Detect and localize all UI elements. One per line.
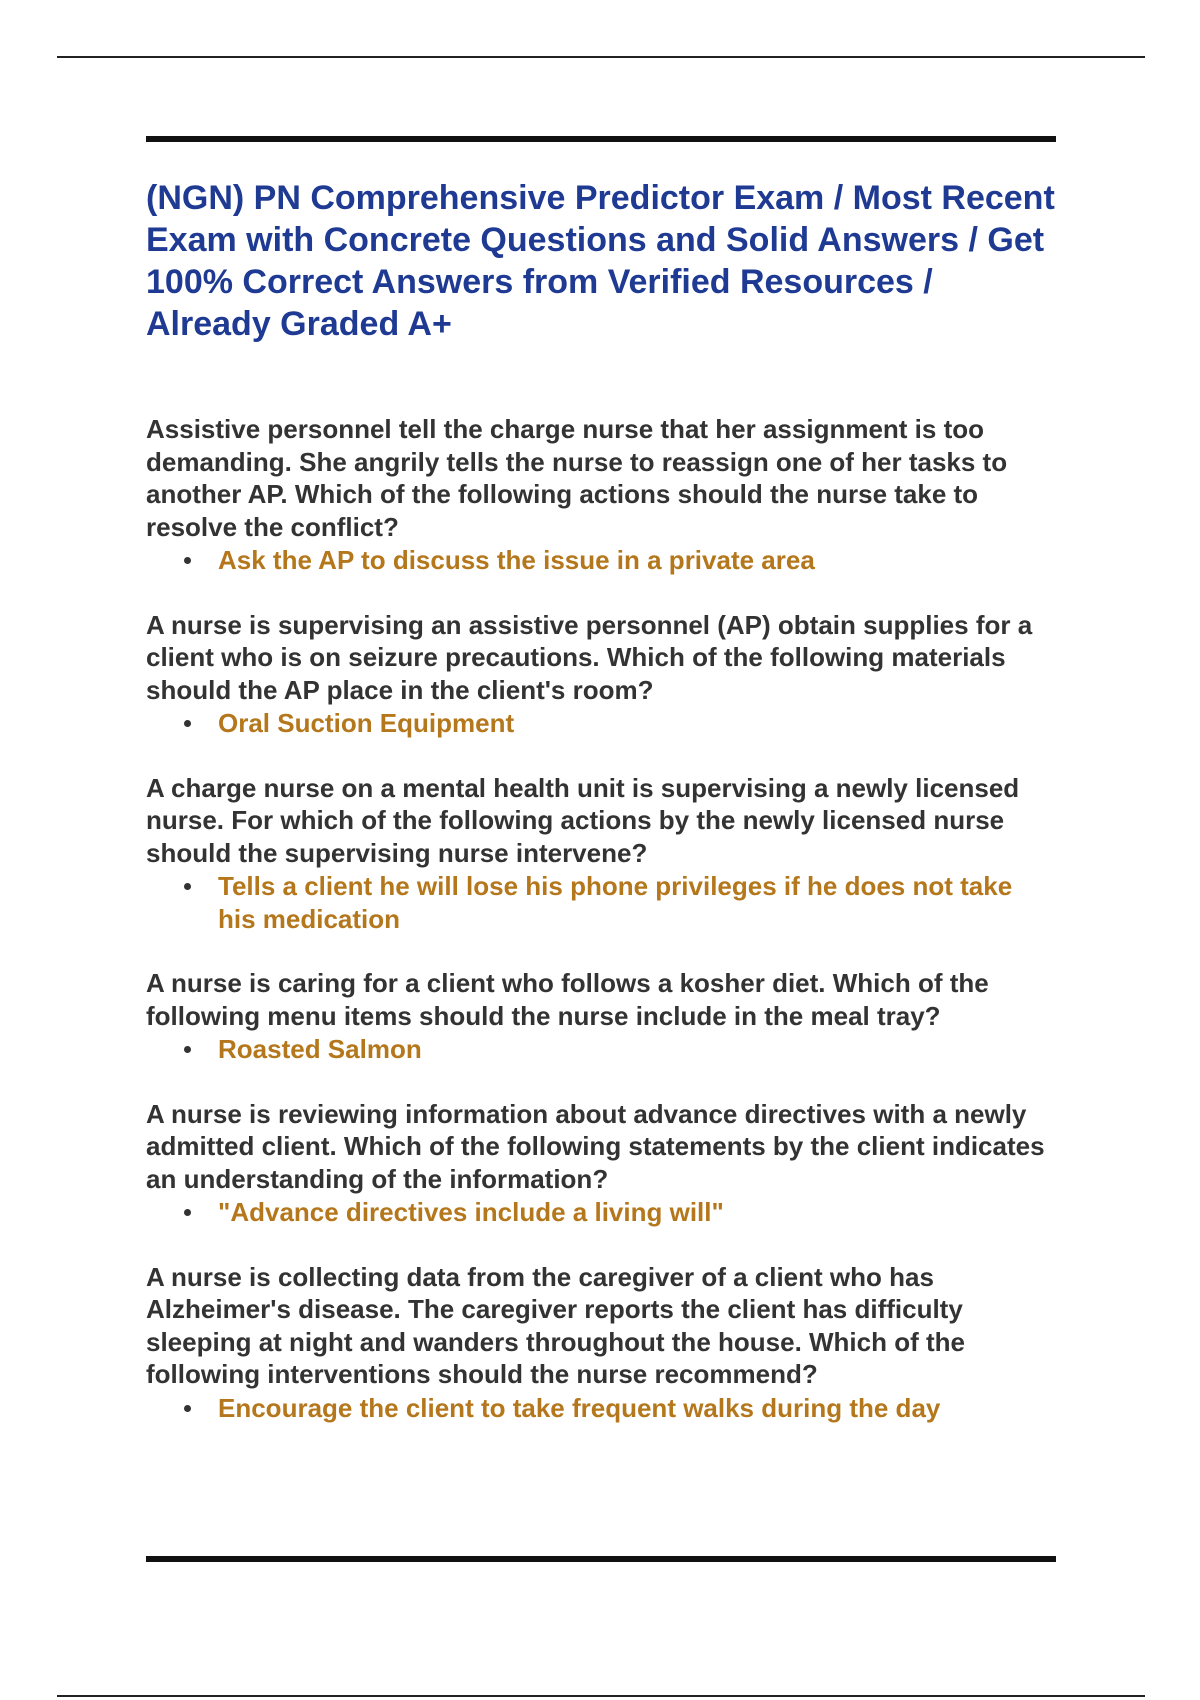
answer-text: Encourage the client to take frequent walks during the day [146,1392,1056,1425]
answer-text: Oral Suction Equipment [146,707,1056,740]
answer-list [146,1196,1056,1229]
question-list [146,413,1056,1424]
question-item [146,1098,1056,1229]
question-text: A nurse is collecting data from the caregiver of a client who has Alzheimer's disease. The caregiver reports the client has difficulty sleeping at night and wanders throughout the house. Which of the following interventions should the nurse recommend? [146,1261,965,1389]
question-text: A charge nurse on a mental health unit is supervising a newly licensed nurse. For which of the following actions by the newly licensed nurse should the supervising nurse intervene? [146,772,1020,868]
footer-divider [146,1556,1056,1562]
question-item [146,609,1056,740]
question-text: Assistive personnel tell the charge nurse that her assignment is too demanding. She angrily tells the nurse to reassign one of her tasks to another AP. Which of the following actions should the nurse take to resolve the conflict? [146,414,1008,542]
question-text: A nurse is reviewing information about advance directives with a newly admitted client. Which of the following statements by the client indicates an understanding of the information? [146,1098,1045,1194]
question-item [146,413,1056,577]
question-item [146,772,1056,936]
answer-list [146,707,1056,740]
question-item [146,967,1056,1066]
question-text: A nurse is supervising an assistive personnel (AP) obtain supplies for a client who is on seizure precautions. Which of the following materials should the AP place in the client's room? [146,609,1033,705]
answer-list [146,1033,1056,1066]
answer-list [146,544,1056,577]
page-bottom-rule [57,1695,1145,1697]
question-text: A nurse is caring for a client who follows a kosher diet. Which of the following menu items should the nurse include in the meal tray? [146,968,989,1031]
header-divider [146,136,1056,142]
answer-list [146,870,1056,935]
answer-text: Tells a client he will lose his phone privileges if he does not take his medication [146,870,1056,935]
answer-text: "Advance directives include a living will" [146,1196,1056,1229]
answer-list [146,1392,1056,1425]
document-title: (NGN) PN Comprehensive Predictor Exam / Most Recent Exam with Concrete Questions and Solid Answers / Get 100% Correct Answers from Verified Resources / Already Graded A+ [146,179,1055,343]
page-top-rule [57,56,1145,58]
answer-text: Ask the AP to discuss the issue in a private area [146,544,1056,577]
question-item [146,1261,1056,1425]
answer-text: Roasted Salmon [146,1033,1056,1066]
document-body [146,136,1056,1456]
